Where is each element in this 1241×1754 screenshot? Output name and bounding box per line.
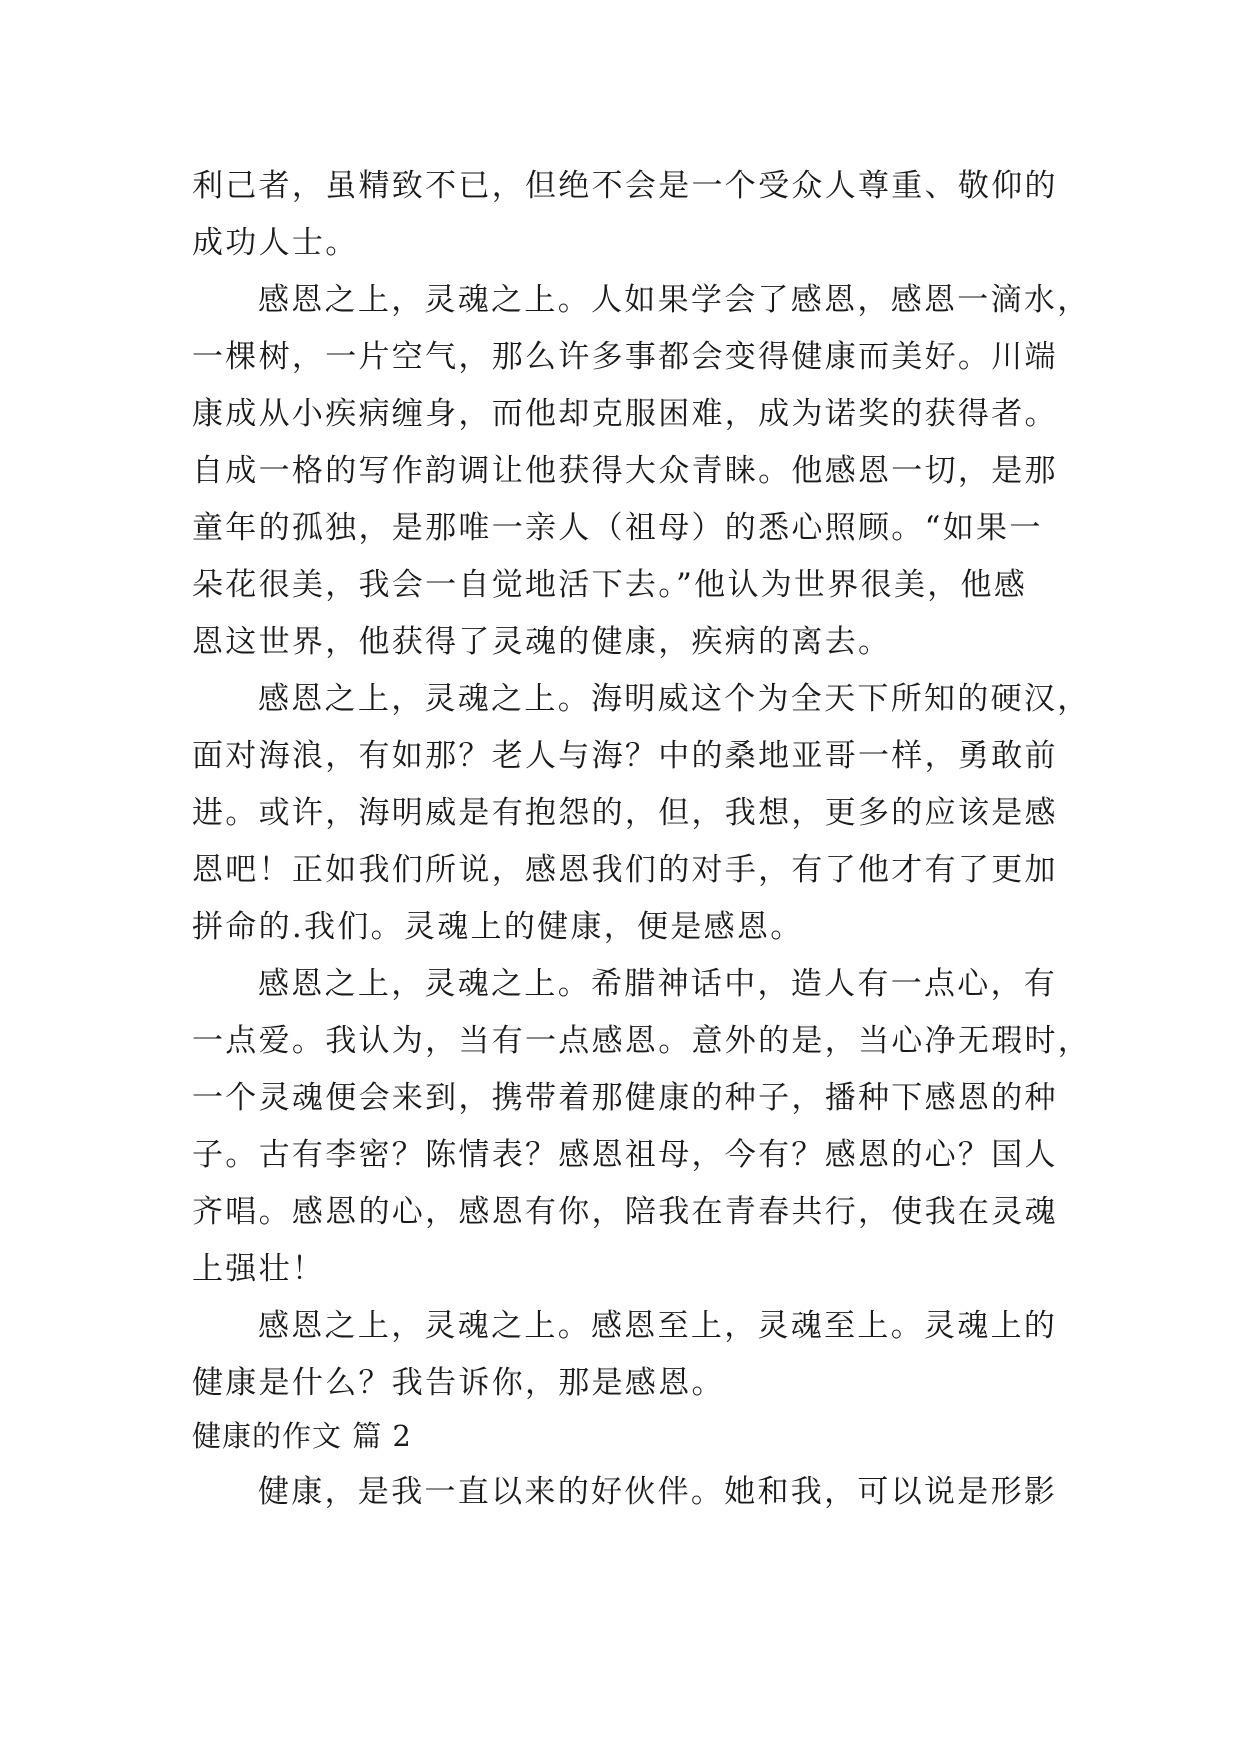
text-line: 一棵树，一片空气，那么许多事都会变得健康而美好。川端 [192,339,1058,375]
text-line: 健康是什么？我告诉你，那是感恩。 [192,1365,725,1401]
section-heading: 健康的作文 篇 2 [192,1419,412,1453]
text-line: 拼命的.我们。灵魂上的健康，便是感恩。 [192,909,804,945]
paragraph-start-line: 健康，是我一直以来的好伙伴。她和我，可以说是形影 [258,1474,1058,1510]
text-line: 童年的孤独，是那唯一亲人（祖母）的悉心照顾。“如果一 [192,510,1043,546]
text-line: 进。或许，海明威是有抱怨的，但，我想，更多的应该是感 [192,795,1058,831]
text-line: 恩吧！正如我们所说，感恩我们的对手，有了他才有了更加 [192,852,1058,888]
paragraph-start-line: 感恩之上，灵魂之上。海明威这个为全天下所知的硬汉， [258,681,1091,717]
paragraph-start-line: 感恩之上，灵魂之上。感恩至上，灵魂至上。灵魂上的 [258,1308,1058,1344]
text-line: 子。古有李密？陈情表？感恩祖母，今有？感恩的心？国人 [192,1137,1058,1173]
text-line: 成功人士。 [192,225,359,261]
paragraph-start-line: 感恩之上，灵魂之上。人如果学会了感恩，感恩一滴水， [258,282,1091,318]
text-line: 利己者，虽精致不已，但绝不会是一个受众人尊重、敬仰的 [192,168,1058,204]
text-line: 朵花很美，我会一自觉地活下去。”他认为世界很美，他感 [192,567,1028,603]
text-line: 一个灵魂便会来到，携带着那健康的种子，播种下感恩的种 [192,1080,1058,1116]
text-line: 康成从小疾病缠身，而他却克服困难，成为诺奖的获得者。 [192,396,1058,432]
paragraph-start-line: 感恩之上，灵魂之上。希腊神话中，造人有一点心，有 [258,966,1058,1002]
text-line: 自成一格的写作韵调让他获得大众青睐。他感恩一切，是那 [192,453,1058,489]
text-line: 一点爱。我认为，当有一点感恩。意外的是，当心净无瑕时， [192,1023,1092,1059]
text-line: 面对海浪，有如那？老人与海？中的桑地亚哥一样，勇敢前 [192,738,1058,774]
text-line: 恩这世界，他获得了灵魂的健康，疾病的离去。 [192,624,892,660]
text-line: 上强壮！ [192,1251,326,1287]
text-line: 齐唱。感恩的心，感恩有你，陪我在青春共行，使我在灵魂 [192,1194,1058,1230]
